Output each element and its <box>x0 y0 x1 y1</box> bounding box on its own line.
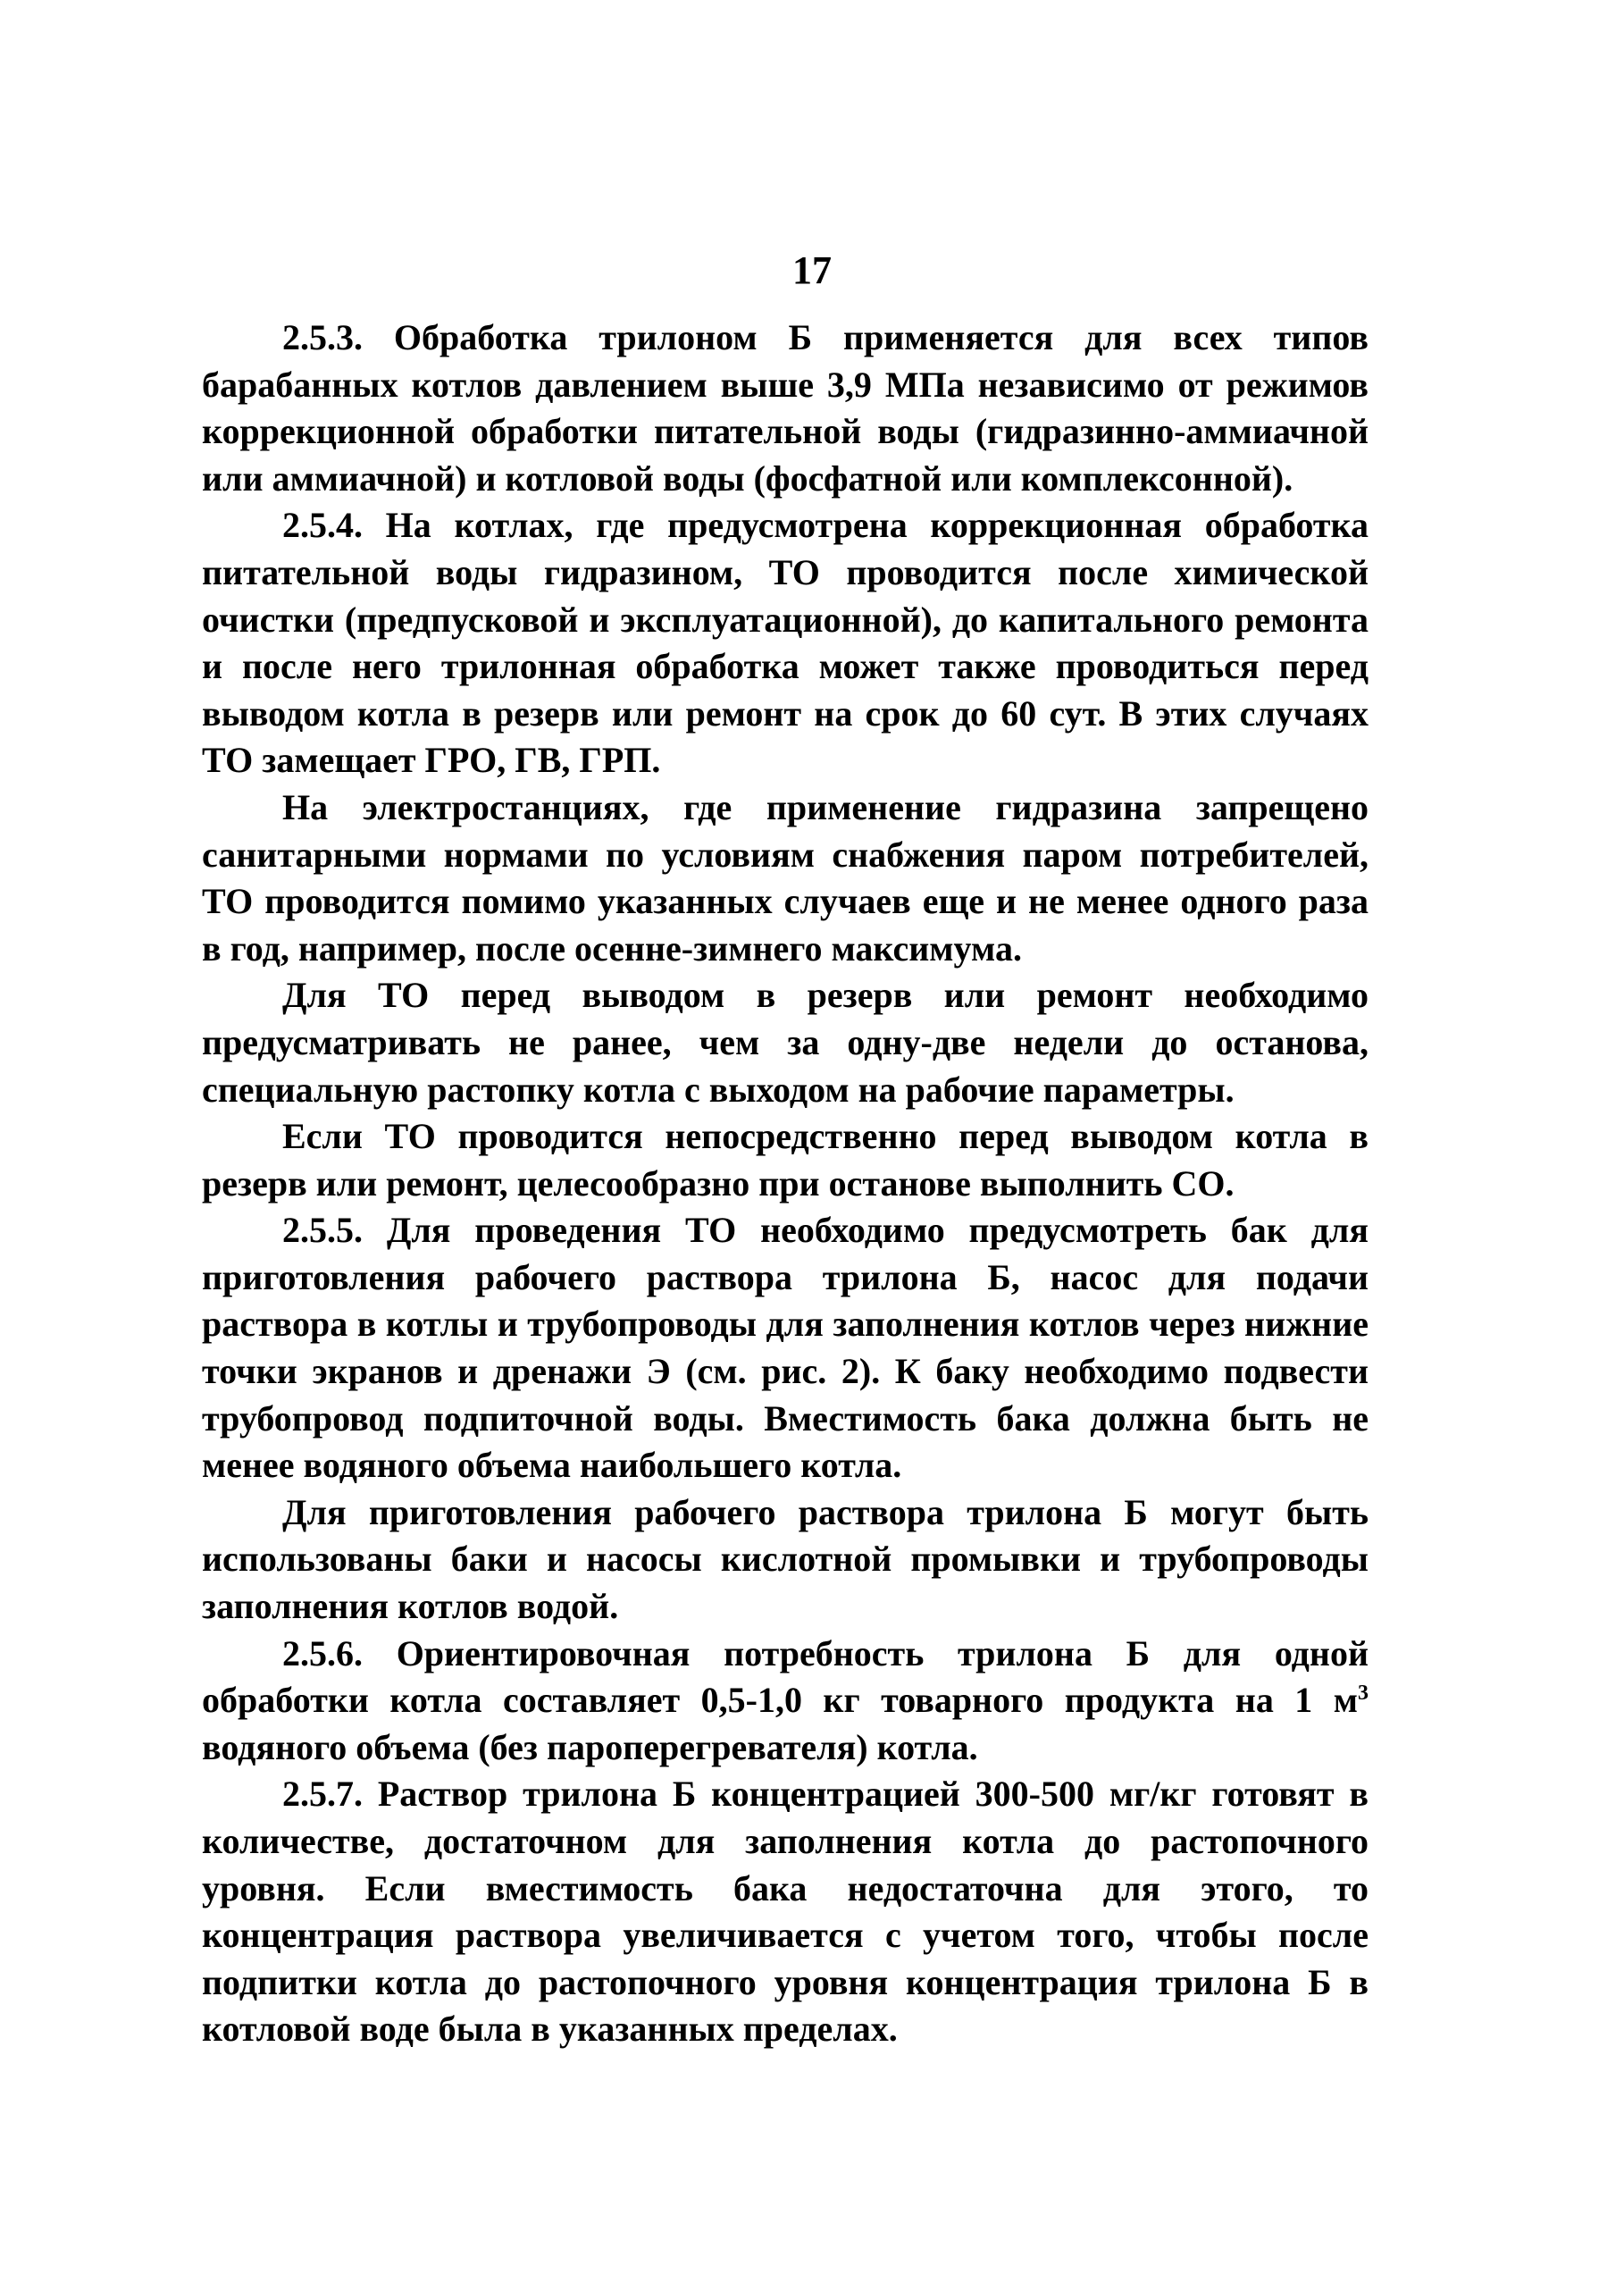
paragraph-shutdown-co: Если ТО проводится непосредственно перед выводом котла в резерв или ремонт, целесообразно при останове выполнить СО. <box>202 1116 1369 1204</box>
page-number: 17 <box>792 248 832 292</box>
paragraph-power-stations: На электростанциях, где применение гидразина запрещено санитарными нормами по условиям снабжения паром потребителей, ТО проводится помимо указанных случаев еще и не менее одного раза в год, например, после осенне-зимнего максимума. <box>202 786 1369 969</box>
body-text <box>202 315 1369 2053</box>
paragraph-2-5-6 <box>202 1631 1369 1772</box>
paragraph-2-5-6-text: 2.5.6. Ориентировочная потребность трилона Б для одной обработки котла составляет 0,5-1,0 кг товарного продукта на 1 м <box>202 1632 1369 1721</box>
paragraph-2-5-3: 2.5.3. Обработка трилоном Б применяется для всех типов барабанных котлов давлением выше 3,9 МПа независимо от режимов коррекционной обработки питательной воды (гидразинно-аммиачной или аммиачной) и котловой воды (фосфатной или комплексонной). <box>202 317 1369 499</box>
paragraph-2-5-4: 2.5.4. На котлах, где предусмотрена коррекционная обработка питательной воды гидразином, ТО проводится после химической очистки (предпусковой и эксплуатационной), до капитального ремонта и после него трилонная обработка может также проводиться перед выводом котла в резерв или ремонт на срок до 60 сут. В этих случаях ТО замещает ГРО, ГВ, ГРП. <box>202 505 1369 781</box>
paragraph-2-5-7: 2.5.7. Раствор трилона Б концентрацией 300-500 мг/кг готовят в количестве, достаточном для заполнения котла до растопочного уровня. Если вместимость бака недостаточна для этого, то концентрация раствора увеличивается с учетом того, чтобы после подпитки котла до растопочного уровня концентрация трилона Б в котловой воде была в указанных пределах. <box>202 1774 1369 2050</box>
paragraph-acid-wash-tanks: Для приготовления рабочего раствора трилона Б могут быть использованы баки и насосы кислотной промывки и трубопроводы заполнения котлов водой. <box>202 1491 1369 1627</box>
cubic-superscript: 3 <box>1358 1682 1369 1706</box>
paragraph-reserve-firing: Для ТО перед выводом в резерв или ремонт необходимо предусматривать не ранее, чем за одну-две недели до останова, специальную растопку котла с выходом на рабочие параметры. <box>202 975 1369 1110</box>
paragraph-2-5-6-tail: водяного объема (без пароперегревателя) котла. <box>202 1726 978 1767</box>
paragraph-2-5-5: 2.5.5. Для проведения ТО необходимо предусмотреть бак для приготовления рабочего раствора трилона Б, насос для подачи раствора в котлы и трубопроводы для заполнения котлов через нижние точки экранов и дренажи Э (см. рис. 2). К баку необходимо подвести трубопровод подпиточной воды. Вместимость бака должна быть не менее водяного объема наибольшего котла. <box>202 1210 1369 1486</box>
